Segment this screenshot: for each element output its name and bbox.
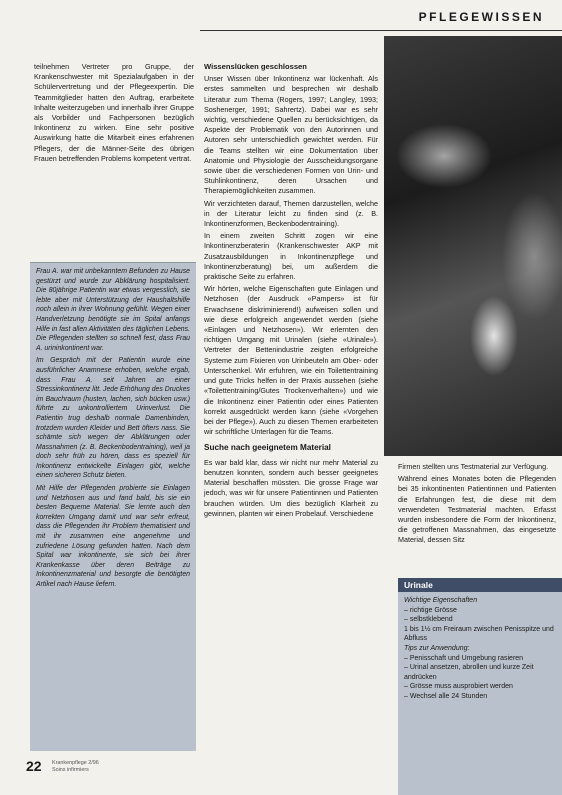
col2-paragraph: Wir verzichteten darauf, Themen darzustellen, welche in der Literatur leicht zu finden sind (z. B. Inkontinenzformen, Beckenbodentraining). <box>204 198 378 229</box>
col1-paragraph: teilnehmen Vertreter pro Gruppe, der Krankenschwester mit Spezialaufgaben in der Schülervertretung und der Pflegeexpertin. Die Teammitglieder hatten den Auftrag, erarbeitete Inhalte weiterzugeben und innerhalb ihrer Gruppe als Vorbilder und Fachpersonen bezüglich Inkontinenz zu wirken. Eine sehr positive Auswirkung hatte die Mitarbeit eines erfahrenen Pflegers, der die Männer-Seite des übrigen Frauen betreffenden Problems kompetent vertrat. <box>34 62 194 163</box>
case-study-box <box>30 262 196 751</box>
col3-paragraph: Firmen stellten uns Testmaterial zur Verfügung. <box>398 462 549 471</box>
column-1 <box>34 62 194 166</box>
list-item: – Penisschaft und Umgebung rasieren <box>404 654 524 662</box>
col2-paragraph: Wir hörten, welche Eigenschaften gute Einlagen und Netzhosen (der Ausdruck «Pampers» ist für Erwachsene diskriminierend!) aufweisen sollen und wie diese erfolgreich angewendet werden (siehe «Einlagen und Netzhosen»). Wir erlernten den richtigen Umgang mit Urinalen (siehe «Urinale»). Vertreter der Bettenindustrie zeigten erfolgreiche Systeme zum Fixieren von Urinbeuteln am Ober- oder Unterschenkel. Wir erfuhren, wie ein Toilettentraining und gute Tricks helfen in der Praxis aussehen (siehe «Toilettentraining/Gutes Trockenverhalten») und wie die Inkontinenz einer Patientin oder eines Patienten korrekt ausgedrückt werden kann (siehe «Vorgehen bei der Pflege»). Auch zu diesen Themen erarbeiteten wir schriftliche Unterlagen für die Teams. <box>204 284 378 437</box>
col2-paragraph: In einem zweiten Schritt zogen wir eine Inkontinenzberaterin (Krankenschwester AKP mit Zusatzausbildungen in Inkontinenzpflege und Inkontinenzberatung) bei, um außerdem die praktische Seite zu erfahren. <box>204 231 378 282</box>
list-item: – richtige Grösse <box>404 606 457 614</box>
tips-list <box>404 654 556 702</box>
magazine-info <box>52 760 99 773</box>
heading-material: Suche nach geeignetem Material <box>204 443 331 453</box>
case-paragraph: Im Gespräch mit der Patientin wurde eine ausführlicher Anamnese erhoben, welche ergab, dass Frau A. seit Jahren an einer Stressinkontinenz litt. Jede Erhöhung des Druckes im Bauchraum (husten, lachen, sich bücken usw.) führte zu unkontrolliertem Urinverlust. Die Patientin trug deshalb normale Damenbinden, trotzdem wurden Kleider und Bett öfters nass. Sie schämte sich wegen der Abklärungen oder Massnahmen (z. B. Beckenbodentraining), weil ja doch sehr früh zu hören, dass es speziell für Inkontinenz entwickelte Einlagen gibt, welche einen sicheren Schutz bieten. <box>36 357 190 480</box>
list-item: – Wechsel alle 24 Stunden <box>404 692 488 700</box>
urinale-box <box>398 578 562 795</box>
urinale-subtitle-tips: Tips zur Anwendung: <box>404 644 470 652</box>
col2-paragraph: Unser Wissen über Inkontinenz war lückenhaft. Als erstes sammelten und besprechen wir deshalb Literatur zum Thema (Rogers, 1997; Langley, 1993; Soshenerger, 1991; Sahrertz). Dabei war es sehr wichtig, verschiedene Quellen zu berücksichtigen, da Aspekte der Problematik von den Autorinnen und Autoren sehr unterschiedlich gewichtet werden. Für die Teams stellten wir eine Dokumentation über Anatomie und Physiologie der Ausscheidungsorgane sowie über die verschiedenen Formen von Urin- und Stuhlinkontinenz, deren Ursachen und Therapiemöglichkeiten zusammen. <box>204 74 378 196</box>
col2-paragraph: Es war bald klar, dass wir nicht nur mehr Material zu benutzen konnten, sondern auch besser geeignetes Material beschaffen müssten. Die grosse Frage war jedoch, was wir für unsere Patientinnen und Patienten brauchen würden. Um dies bezüglich Klarheit zu gewinnen, planten wir einen Probelauf. Verschiedene <box>204 457 378 518</box>
heading-wissensluecken: Wissenslücken geschlossen <box>204 62 307 71</box>
col3-paragraph: Während eines Monates boten die Pflegenden bei 35 inkontinenten Patientinnen und Patienten die Erfahrungen fest, die diese mit dem verwendeten Testmaterial machten. Erfasst wurden insbesondere die Form der Inkontinenz, die getroffenen Massnahmen, das eingesetzte Material, dessen Sitz <box>398 474 556 545</box>
page-number: 22 <box>26 758 42 774</box>
urinale-title: Urinale <box>398 578 562 592</box>
column-2 <box>204 62 378 521</box>
case-paragraph: Frau A. war mit unbekanntem Befunden zu Hause gestürzt und wurde zur Abklärung hospitalisiert. Die 80jährige Patientin war etwas vergesslich, sie lebte aber mit Unterstützung der Haushaltshilfe noch allein in ihrer Wohnung gefühlt. Wegen einer Handverletzung benötigte sie im Spital anfangs Hilfe in fast allen Aktivitäten des täglichen Lebens. Die Pflegenden stellten so schnell fest, dass Frau A. urininkontinent war. <box>36 268 190 352</box>
magazine-line: Soins infirmiers <box>52 766 89 773</box>
list-item: – selbstklebend <box>404 616 453 624</box>
list-item: – Urinal ansetzen, abrollen und kurze Zeit andrücken <box>404 664 534 681</box>
case-paragraph: Mit Hilfe der Pflegenden probierte sie Einlagen und Netzhosen aus und fand bald, bis sie ein besten Bequeme Material. Sie lernte auch den korrekten Umgang damit und war sehr erfreut, dass die Pflegenden ihr Problem thematisiert und mit ihr zusammen eine angenehme und zufriedene Lösung gefunden hatten. Nach dem Spital war inkontinente, sie sich bei ihrer Krankenkasse über deren Beiträge zu Inkontinenzmaterial und besorgte die benötigten Artikel nach Hause liefern. <box>36 485 190 588</box>
magazine-line: Krankenpflege 2/96 <box>52 760 99 766</box>
list-item: 1 bis 1½ cm Freiraum zwischen Penisspitze und Abfluss <box>404 625 554 643</box>
hospital-photo <box>384 36 562 456</box>
section-header: PFLEGEWISSEN <box>418 10 544 24</box>
list-item: – Grösse muss ausprobiert werden <box>404 683 513 691</box>
column-3 <box>398 462 556 548</box>
properties-list <box>404 606 556 644</box>
urinale-subtitle-properties: Wichtige Eigenschaften <box>404 597 478 604</box>
